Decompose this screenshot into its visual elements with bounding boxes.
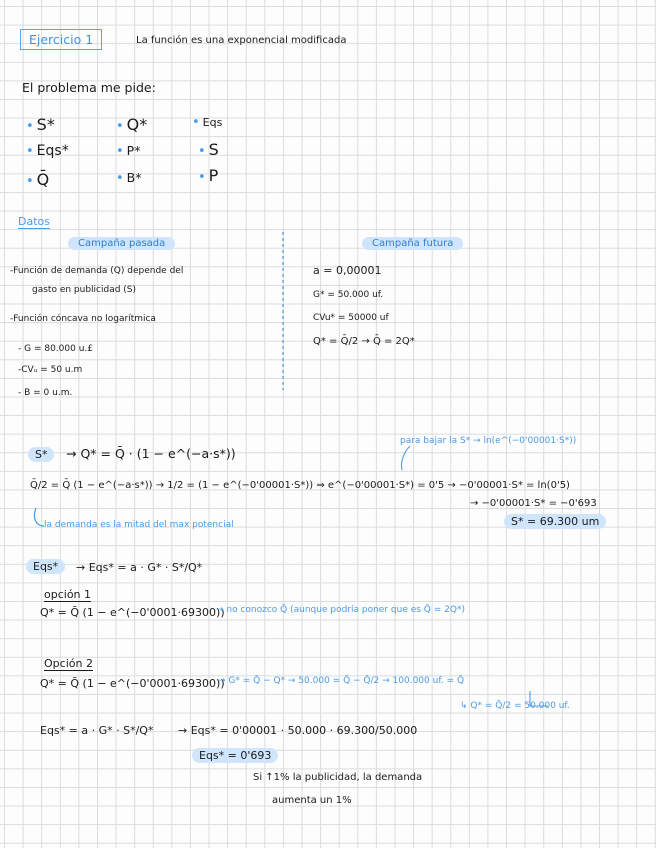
- future-line: Q* = Q̄/2 → Q̄ = 2Q*: [313, 336, 415, 347]
- future-line: G* = 50.000 uf.: [313, 290, 384, 300]
- future-line: a = 0,00001: [313, 264, 382, 277]
- item-p-star: • P*: [116, 143, 141, 159]
- s-star-eq1: → Q* = Q̄ · (1 − e^(−a·s*)): [66, 446, 236, 461]
- item-s-star: • S*: [26, 115, 55, 134]
- exercise-title: Ejercicio 1: [20, 29, 102, 50]
- s-star-note-top: para bajar la S* → ln(e^(−0'00001·S*)): [400, 436, 577, 446]
- item-p: • P: [198, 166, 219, 185]
- s-star-eq2: Q̄/2 = Q̄ (1 − e^(−a·s*)) → 1/2 = (1 − e^(−0'00001·S*)) ⇒ e^(−0'00001·S*) = 0'5 → −0'00001·S* = ln(0'5): [30, 480, 570, 491]
- item-s: • S: [198, 140, 219, 159]
- conclusion-line2: aumenta un 1%: [272, 795, 352, 806]
- note-arrow: [401, 446, 410, 470]
- item-eqs: • Eqs: [192, 115, 223, 130]
- item-q-star: • Q*: [116, 115, 148, 134]
- past-campaign-title: Campaña pasada: [68, 237, 175, 250]
- s-star-result: S* = 69.300 um: [504, 514, 606, 529]
- note-hook-arrow: [34, 508, 44, 526]
- option1-note: → no conozco Q̄ (aunque podría poner que es Q̄ = 2Q*): [216, 605, 465, 615]
- option2-title: Opción 2: [44, 657, 93, 670]
- option2-chain: → G* = Q̄ − Q* → 50.000 = Q̄ − Q̄/2 → 100.000 uf. = Q̄: [218, 676, 465, 686]
- option1-title: opción 1: [44, 588, 92, 601]
- item-b-star: • B*: [116, 170, 142, 186]
- option2-eq: Q* = Q̄ (1 − e^(−0'0001·69300)): [40, 677, 225, 690]
- datos-label: Datos: [18, 215, 50, 228]
- eqs-result: Eqs* = 0'693: [192, 748, 278, 763]
- past-line: gasto en publicidad (S): [32, 285, 137, 295]
- item-eqs-star: • Eqs*: [26, 143, 69, 159]
- exercise-subtitle: La función es una exponencial modificada: [136, 35, 347, 46]
- s-star-pill: S*: [28, 447, 54, 462]
- final-eq-left: Eqs* = a · G* · S*/Q*: [40, 724, 154, 737]
- final-eq-right: → Eqs* = 0'00001 · 50.000 · 69.300/50.000: [178, 724, 418, 737]
- past-line: -CVᵤ = 50 u.m: [18, 365, 83, 375]
- future-line: CVu* = 50000 uf: [313, 313, 389, 323]
- conclusion-line1: Si ↑1% la publicidad, la demanda: [253, 772, 423, 783]
- past-line: -Función de demanda (Q) depende del: [10, 266, 184, 276]
- past-line: - G = 80.000 u.£: [18, 344, 93, 354]
- s-star-eq3: → −0'00001·S* = −0'693: [470, 498, 597, 509]
- s-star-note-bottom: la demanda es la mitad del max potencial: [44, 520, 234, 530]
- past-line: -Función cóncava no logarítmica: [10, 314, 156, 324]
- item-q-bar: • Q̄: [26, 170, 50, 189]
- option1-eq: Q* = Q̄ (1 − e^(−0'0001·69300)): [40, 606, 225, 619]
- eqs-formula: → Eqs* = a · G* · S*/Q*: [76, 561, 203, 574]
- past-line: - B = 0 u.m.: [18, 388, 73, 398]
- problem-intro: El problema me pide:: [22, 80, 156, 95]
- option2-result: ↳ Q* = Q̄/2 = 50.000 uf.: [460, 701, 570, 711]
- eqs-star-pill: Eqs*: [26, 559, 65, 574]
- future-campaign-title: Campaña futura: [362, 237, 463, 250]
